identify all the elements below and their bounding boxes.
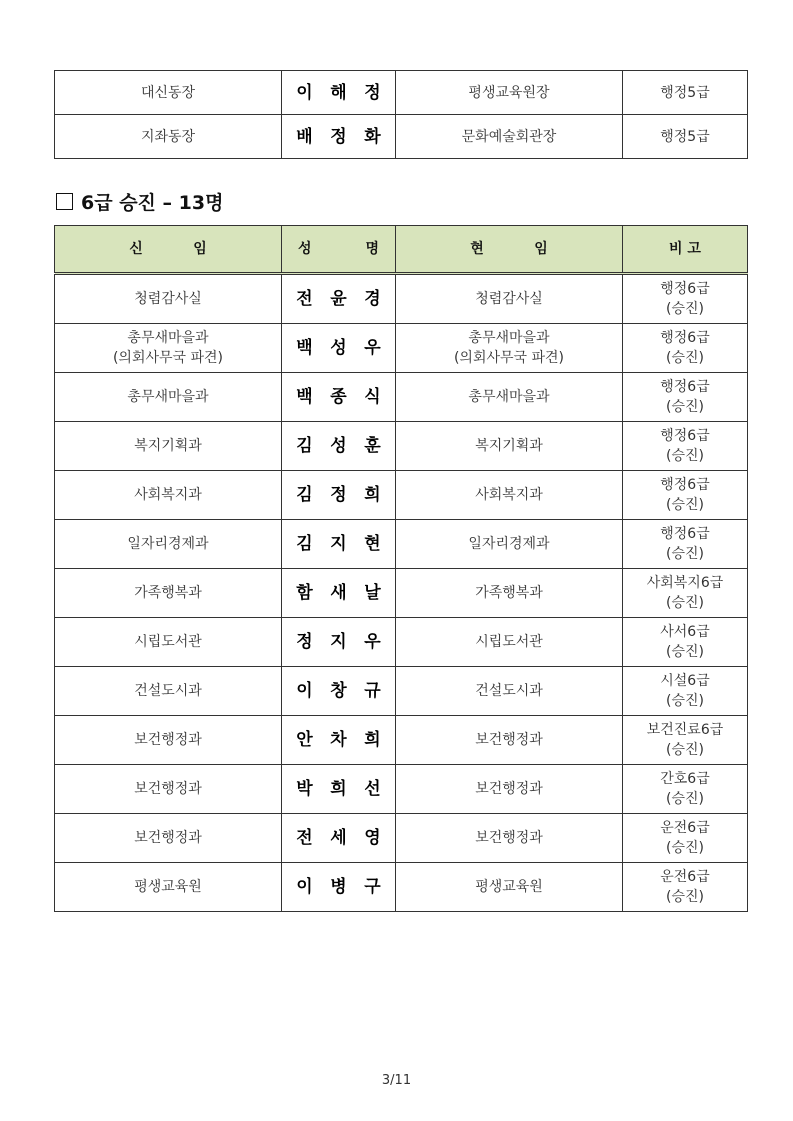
top-row: [55, 71, 748, 115]
header-current-post: 현 임: [396, 226, 623, 274]
name-cell: 김 정 희: [282, 471, 396, 520]
header-row: [55, 226, 748, 274]
new-post-cell: 가족행복과: [55, 569, 282, 618]
current-post-cell: 청렴감사실: [396, 274, 623, 324]
note-cell: 사회복지6급 (승진): [623, 569, 748, 618]
name-cell: 이 창 규: [282, 667, 396, 716]
top-table: [54, 70, 748, 159]
table-row: [55, 471, 748, 520]
new-post-cell: 대신동장: [55, 71, 282, 115]
table-row: [55, 422, 748, 471]
new-post-cell: 복지기획과: [55, 422, 282, 471]
table-row: [55, 324, 748, 373]
note-cell: 시설6급 (승진): [623, 667, 748, 716]
header-new-post: 신 임: [55, 226, 282, 274]
current-post-cell: 총무새마을과: [396, 373, 623, 422]
section-heading: [56, 188, 223, 215]
page-number: 3/11: [381, 1073, 412, 1088]
new-post-cell: 일자리경제과: [55, 520, 282, 569]
section-title-text: 6급 승진 – 13명: [81, 192, 224, 214]
name-cell: 안 차 희: [282, 716, 396, 765]
new-post-cell: 보건행정과: [55, 716, 282, 765]
name-cell: 김 성 훈: [282, 422, 396, 471]
table-row: [55, 373, 748, 422]
name-cell: 이 병 구: [282, 863, 396, 912]
new-post-cell: 사회복지과: [55, 471, 282, 520]
note-cell: 행정6급 (승진): [623, 373, 748, 422]
header-note: 비 고: [623, 226, 748, 274]
note-cell: 보건진료6급 (승진): [623, 716, 748, 765]
note-cell: 행정6급 (승진): [623, 422, 748, 471]
new-post-cell: 지좌동장: [55, 115, 282, 159]
current-post-cell: 평생교육원장: [396, 71, 623, 115]
table-row: [55, 274, 748, 324]
current-post-cell: 문화예술회관장: [396, 115, 623, 159]
new-post-cell: 평생교육원: [55, 863, 282, 912]
table-row: [55, 814, 748, 863]
name-cell: 함 새 날: [282, 569, 396, 618]
new-post-cell: 총무새마을과 (의회사무국 파견): [55, 324, 282, 373]
current-post-cell: 가족행복과: [396, 569, 623, 618]
current-post-cell: 총무새마을과 (의회사무국 파견): [396, 324, 623, 373]
new-post-cell: 건설도시과: [55, 667, 282, 716]
note-cell: 운전6급 (승진): [623, 863, 748, 912]
note-cell: 행정6급 (승진): [623, 471, 748, 520]
name-cell: 정 지 우: [282, 618, 396, 667]
name-cell: 김 지 현: [282, 520, 396, 569]
new-post-cell: 보건행정과: [55, 814, 282, 863]
header-name: 성 명: [282, 226, 396, 274]
checkbox-icon: [56, 193, 73, 210]
table-row: [55, 765, 748, 814]
new-post-cell: 청렴감사실: [55, 274, 282, 324]
name-cell: 전 세 영: [282, 814, 396, 863]
name-cell: 이 해 정: [282, 71, 396, 115]
new-post-cell: 총무새마을과: [55, 373, 282, 422]
table-row: [55, 863, 748, 912]
current-post-cell: 평생교육원: [396, 863, 623, 912]
current-post-cell: 복지기획과: [396, 422, 623, 471]
new-post-cell: 보건행정과: [55, 765, 282, 814]
top-row: [55, 115, 748, 159]
note-cell: 사서6급 (승진): [623, 618, 748, 667]
note-cell: 행정5급: [623, 115, 748, 159]
promotion-table: [54, 225, 748, 912]
name-cell: 백 종 식: [282, 373, 396, 422]
name-cell: 전 윤 경: [282, 274, 396, 324]
current-post-cell: 보건행정과: [396, 814, 623, 863]
note-cell: 행정5급: [623, 71, 748, 115]
note-cell: 행정6급 (승진): [623, 520, 748, 569]
note-cell: 간호6급 (승진): [623, 765, 748, 814]
name-cell: 배 정 화: [282, 115, 396, 159]
current-post-cell: 보건행정과: [396, 716, 623, 765]
table-row: [55, 618, 748, 667]
note-cell: 운전6급 (승진): [623, 814, 748, 863]
table-row: [55, 520, 748, 569]
note-cell: 행정6급 (승진): [623, 324, 748, 373]
current-post-cell: 건설도시과: [396, 667, 623, 716]
current-post-cell: 사회복지과: [396, 471, 623, 520]
current-post-cell: 보건행정과: [396, 765, 623, 814]
name-cell: 박 희 선: [282, 765, 396, 814]
current-post-cell: 시립도서관: [396, 618, 623, 667]
current-post-cell: 일자리경제과: [396, 520, 623, 569]
note-cell: 행정6급 (승진): [623, 274, 748, 324]
table-row: [55, 569, 748, 618]
table-row: [55, 716, 748, 765]
name-cell: 백 성 우: [282, 324, 396, 373]
table-row: [55, 667, 748, 716]
new-post-cell: 시립도서관: [55, 618, 282, 667]
